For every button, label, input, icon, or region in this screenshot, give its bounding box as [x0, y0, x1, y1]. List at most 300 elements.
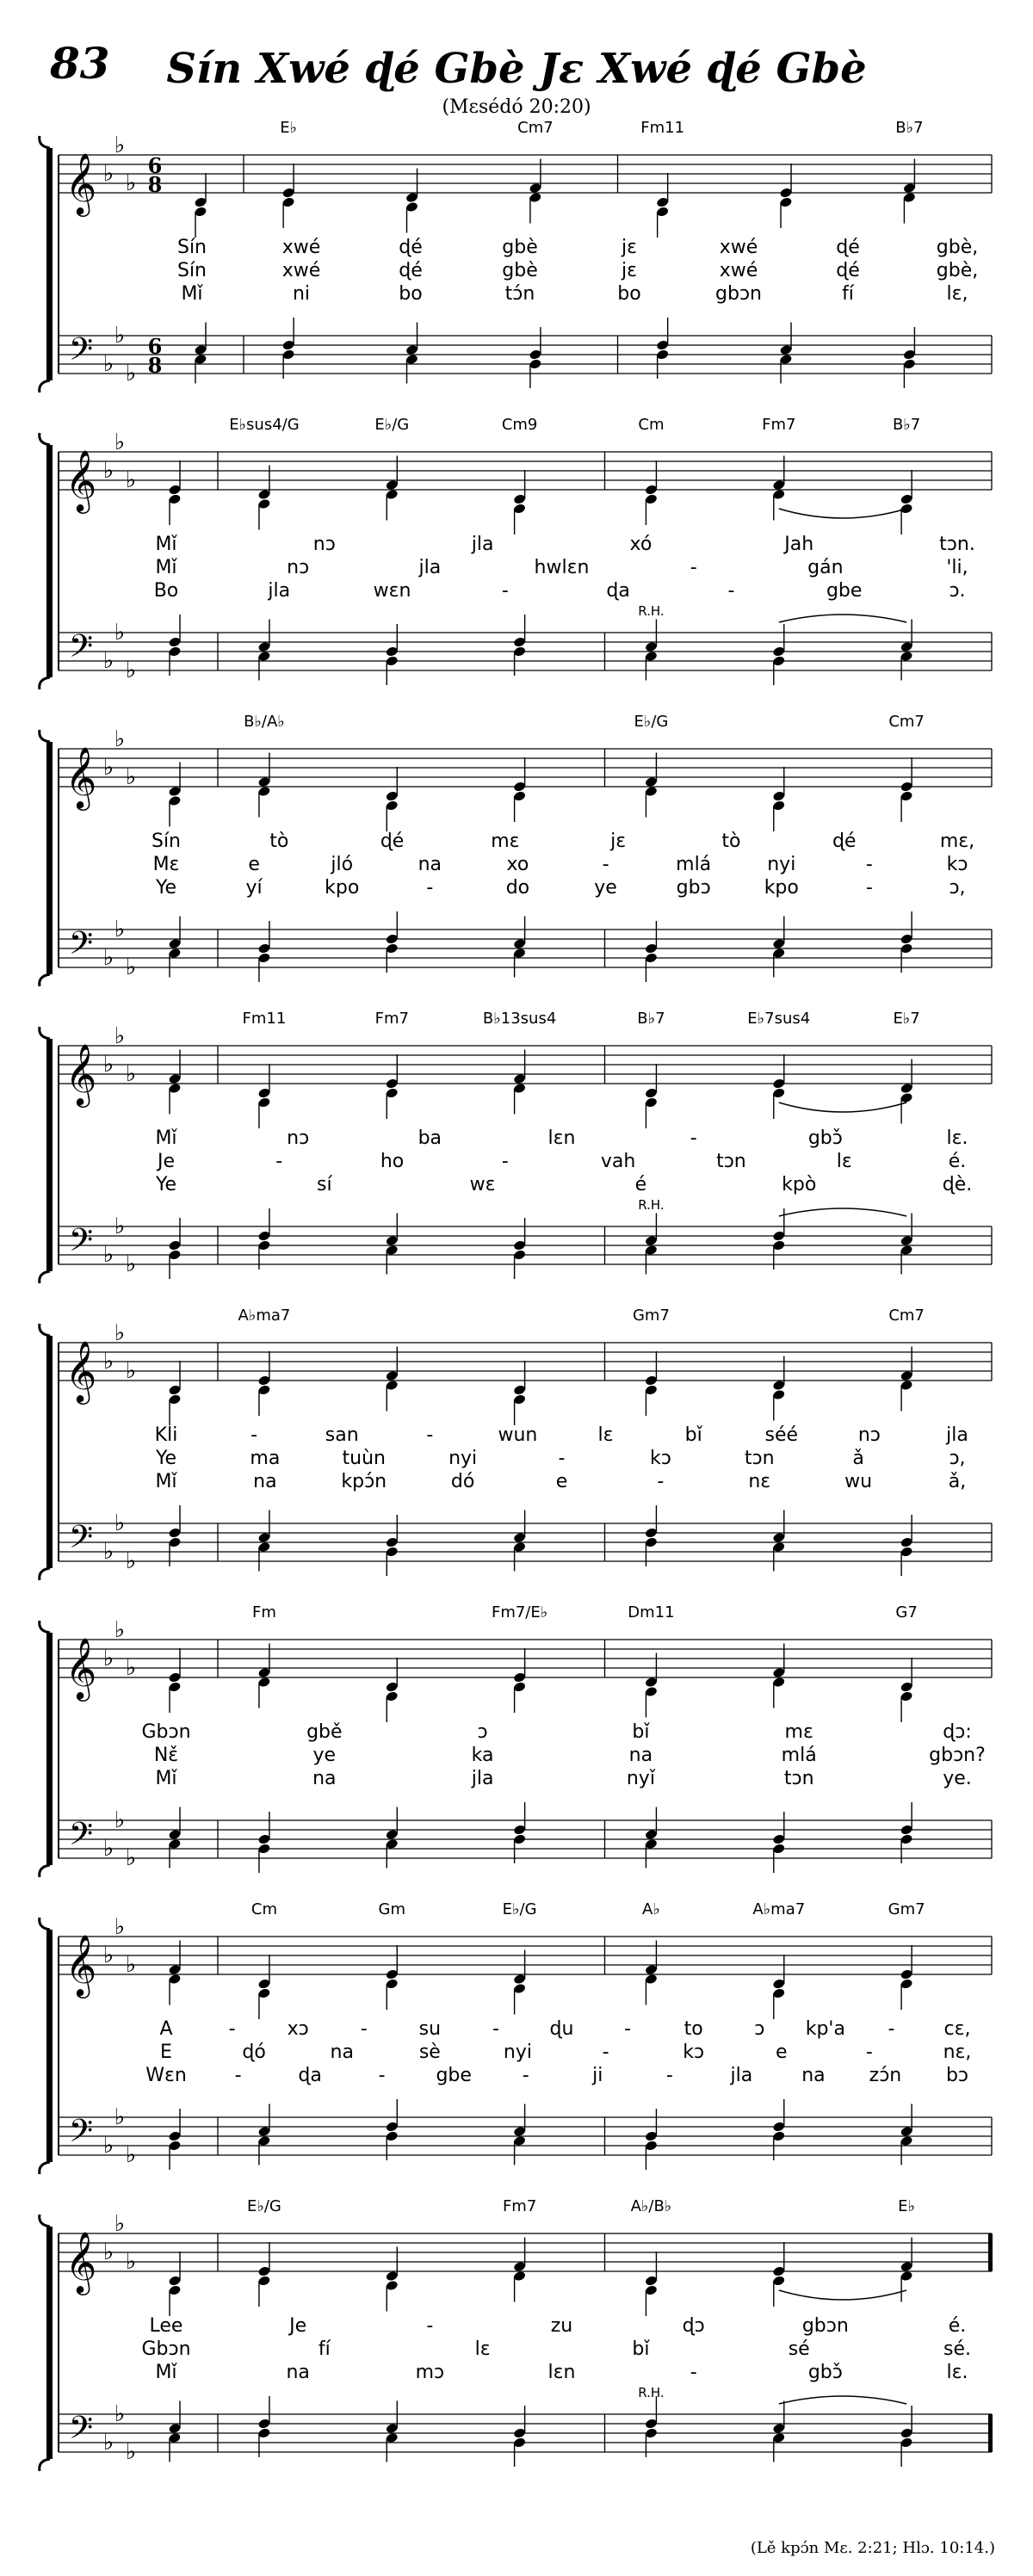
key-flat: ♭: [114, 726, 126, 753]
lyric-syllable: é.: [948, 2315, 967, 2337]
chord-symbol: Gm7: [888, 1900, 925, 1918]
chord-symbol: Fm7: [374, 1010, 409, 1028]
lyric-syllable: na: [801, 2065, 826, 2086]
lyric-hyphen: -: [275, 1151, 283, 1172]
lyric-syllable: na: [628, 1745, 653, 1766]
key-flat: ♭: [102, 1646, 114, 1672]
lyric-syllable: bɔ: [945, 2065, 969, 2086]
lyric-syllable: xó: [629, 534, 653, 555]
chord-symbol: E♭/G: [374, 416, 410, 434]
lyric-syllable: tuùn: [342, 1448, 386, 1469]
key-flat: ♭: [125, 2439, 137, 2466]
lyric-hyphen: -: [501, 1151, 509, 1172]
lyric-syllable: fí: [318, 2338, 331, 2360]
lyric-syllable: mlá: [781, 1745, 817, 1766]
lyric-syllable: lɛ,: [946, 283, 968, 305]
lyric-syllable: ɖé: [836, 237, 860, 258]
bass-clef: 𝄢: [68, 1816, 94, 1860]
chord-symbol: Dm11: [628, 1603, 675, 1622]
bracket: [46, 148, 53, 380]
chord-symbol: Cm7: [517, 119, 554, 137]
lyric-hyphen: -: [492, 2018, 499, 2040]
lyric-syllable: tɔ́n: [504, 283, 535, 305]
chord-symbol: Cm: [251, 1900, 277, 1918]
tie: [779, 1103, 906, 1112]
lyric-syllable: tɔn: [744, 1448, 775, 1469]
lyric-syllable: mɛ,: [939, 831, 975, 852]
lyric-syllable: e: [555, 1471, 568, 1492]
lyric-syllable: dó: [450, 1471, 475, 1492]
lyric-syllable: xo: [506, 854, 529, 875]
lyric-syllable: san: [325, 1424, 359, 1446]
lyric-syllable: ɖé: [380, 831, 405, 852]
lyric-syllable: lɛ: [597, 1424, 614, 1446]
lyric-syllable: kpo: [325, 877, 360, 899]
lyric-syllable: lɛ.: [946, 1127, 968, 1149]
lyric-syllable: lɛn: [547, 1127, 576, 1149]
key-flat: ♭: [125, 1251, 137, 1278]
lyric-syllable: to: [684, 2018, 703, 2040]
lyric-hyphen: -: [602, 2042, 609, 2063]
lyric-syllable: bǐ: [632, 2338, 650, 2360]
lyric-syllable: tò: [269, 831, 289, 852]
lyric-syllable: wɛn: [373, 580, 411, 602]
chord-symbol: E♭sus4/G: [229, 416, 300, 434]
lyric-hyphen: -: [690, 557, 697, 578]
lyric-syllable: ɖu: [549, 2018, 574, 2040]
bass-clef: 𝄢: [68, 2410, 94, 2454]
key-flat: ♭: [125, 1845, 137, 1872]
treble-clef: 𝄞: [65, 2230, 97, 2293]
system-4: [40, 1010, 992, 1283]
key-flat: ♭: [114, 429, 126, 456]
lyric-syllable: Mǐ: [155, 1127, 177, 1149]
key-flat: ♭: [102, 1836, 114, 1863]
lyric-syllable: Mǐ: [181, 283, 203, 305]
chord-symbol: E♭/G: [246, 2197, 281, 2215]
chord-symbol: Cm: [638, 416, 665, 434]
chord-symbol: Fm7/E♭: [491, 1603, 548, 1622]
lyric-syllable: kpɔ́n: [341, 1471, 387, 1492]
lyric-syllable: na: [286, 2362, 310, 2383]
lyric-syllable: ǎ: [852, 1448, 864, 1469]
lyric-hyphen: -: [234, 2065, 242, 2086]
key-flat: ♭: [114, 917, 126, 943]
lyric-hyphen: -: [865, 2042, 873, 2063]
bass-clef: 𝄢: [68, 331, 94, 375]
chord-symbol: Cm7: [888, 1307, 925, 1325]
lyric-syllable: ni: [292, 283, 311, 305]
key-flat: ♭: [102, 2430, 114, 2456]
key-flat: ♭: [114, 1214, 126, 1240]
lyric-syllable: nyi: [767, 854, 796, 875]
lyric-hyphen: -: [251, 1424, 258, 1446]
system-8: [40, 2197, 993, 2471]
chord-symbol: B♭7: [895, 119, 924, 137]
key-flat: ♭: [114, 323, 126, 349]
bracket: [46, 1336, 53, 1568]
lyric-hyphen: -: [690, 1127, 697, 1149]
key-flat: ♭: [125, 2142, 137, 2169]
key-flat: ♭: [125, 170, 137, 197]
key-flat: ♭: [114, 1023, 126, 1050]
key-flat: ♭: [125, 2249, 137, 2276]
time-signature-top: 6: [147, 334, 163, 359]
chord-symbol: Fm7: [762, 416, 796, 434]
tie: [779, 1208, 906, 1216]
lyric-syllable: kp'a: [805, 2018, 845, 2040]
lyric-syllable: nyi: [503, 2042, 532, 2063]
lyric-syllable: ɔ.: [949, 580, 966, 602]
system-7: [40, 1900, 992, 2174]
lyric-syllable: ɖa: [606, 580, 630, 602]
key-flat: ♭: [102, 161, 114, 188]
key-flat: ♭: [102, 351, 114, 378]
lyric-syllable: Mɛ: [152, 854, 180, 875]
treble-clef: 𝄞: [65, 1339, 97, 1402]
lyric-hyphen: -: [727, 580, 735, 602]
lyric-syllable: lɛ: [474, 2338, 491, 2360]
lyric-syllable: lɛ.: [946, 2362, 968, 2383]
bracket: [46, 445, 53, 677]
lyric-syllable: ɖé: [836, 260, 860, 281]
key-flat: ♭: [125, 1358, 137, 1385]
chord-symbol: E♭/G: [502, 1900, 537, 1918]
tie: [779, 509, 906, 518]
bass-clef: 𝄢: [68, 1222, 94, 1266]
lyric-hyphen: -: [657, 1471, 665, 1492]
lyric-hyphen: -: [426, 1424, 434, 1446]
lyric-syllable: ma: [250, 1448, 281, 1469]
lyric-syllable: wun: [498, 1424, 538, 1446]
lyric-hyphen: -: [360, 2018, 368, 2040]
lyric-syllable: Mǐ: [155, 2362, 177, 2383]
lyric-hyphen: -: [558, 1448, 566, 1469]
lyric-syllable: zɔ́n: [869, 2065, 902, 2086]
lyric-syllable: bǐ: [632, 1721, 650, 1743]
lyric-syllable: sé: [788, 2338, 810, 2360]
lyric-syllable: Gbɔn: [141, 1721, 191, 1743]
chord-symbol: E♭: [898, 2197, 916, 2215]
lyric-syllable: jló: [331, 854, 354, 875]
key-flat: ♭: [114, 620, 126, 646]
key-flat: ♭: [114, 2401, 126, 2428]
lyric-syllable: ye: [594, 877, 617, 899]
lyric-syllable: mɔ: [415, 2362, 445, 2383]
key-flat: ♭: [114, 1617, 126, 1644]
lyric-syllable: e: [248, 854, 260, 875]
lyric-syllable: é: [634, 1174, 647, 1195]
key-flat: ♭: [102, 458, 114, 485]
lyric-syllable: ho: [380, 1151, 405, 1172]
lyric-syllable: ba: [418, 1127, 442, 1149]
lyric-hyphen: -: [690, 2362, 697, 2383]
lyric-syllable: jɛ: [610, 831, 627, 852]
system-3: [40, 713, 992, 986]
lyric-syllable: nyǐ: [626, 1768, 655, 1789]
lyric-syllable: lɛ: [836, 1151, 852, 1172]
lyric-syllable: ye: [312, 1745, 337, 1766]
chord-symbol: Fm: [251, 1603, 276, 1622]
lyric-syllable: Ye: [155, 877, 177, 899]
final-barline: [988, 2414, 993, 2452]
lyric-syllable: do: [505, 877, 530, 899]
treble-clef: 𝄞: [65, 745, 97, 808]
lyric-syllable: jla: [471, 1768, 494, 1789]
key-flat: ♭: [114, 1320, 126, 1347]
hymn-subtitle: (Mɛsédó 20:20): [442, 96, 591, 118]
lyric-syllable: wu: [844, 1471, 873, 1492]
lyric-hyphen: -: [865, 854, 873, 875]
key-flat: ♭: [102, 2239, 114, 2266]
chord-symbol: Gm: [378, 1900, 406, 1918]
key-flat: ♭: [125, 361, 137, 387]
lyric-syllable: Ye: [155, 1448, 177, 1469]
key-flat: ♭: [125, 954, 137, 981]
right-hand-marking: R.H.: [638, 603, 665, 619]
bracket: [46, 1930, 53, 2162]
lyric-syllable: nɛ: [748, 1471, 771, 1492]
chord-symbol: Fm7: [502, 2197, 537, 2215]
lyric-syllable: Mǐ: [155, 557, 177, 578]
lyric-hyphen: -: [501, 580, 509, 602]
time-signature-top: 6: [147, 153, 163, 178]
lyric-syllable: wɛ: [469, 1174, 496, 1195]
lyric-syllable: ɖè.: [942, 1174, 973, 1195]
lyric-syllable: kɔ: [683, 2042, 705, 2063]
lyric-syllable: mlá: [676, 854, 712, 875]
key-flat: ♭: [125, 1061, 137, 1088]
lyric-syllable: Sín: [176, 237, 207, 258]
key-flat: ♭: [114, 133, 126, 159]
key-flat: ♭: [102, 1349, 114, 1375]
chord-symbol: Gm7: [632, 1307, 670, 1325]
chord-symbol: B♭/A♭: [244, 713, 285, 731]
lyric-syllable: tɔn: [783, 1768, 814, 1789]
lyric-syllable: xwé: [281, 260, 321, 281]
lyric-hyphen: -: [602, 854, 609, 875]
lyric-syllable: bǐ: [684, 1424, 702, 1446]
lyric-syllable: ɖa: [298, 2065, 322, 2086]
lyric-syllable: su: [418, 2018, 442, 2040]
chord-symbol: E♭/G: [634, 713, 669, 731]
lyric-syllable: ɖé: [399, 237, 423, 258]
chord-symbol: A♭/B♭: [630, 2197, 672, 2215]
key-flat: ♭: [102, 648, 114, 675]
chord-symbol: E♭7sus4: [747, 1010, 811, 1028]
key-flat: ♭: [102, 755, 114, 781]
key-flat: ♭: [114, 2211, 126, 2238]
chord-symbol: B♭7: [637, 1010, 665, 1028]
lyric-syllable: Wɛn: [145, 2065, 187, 2086]
key-flat: ♭: [125, 1548, 137, 1575]
lyric-syllable: gbɔ: [676, 877, 711, 899]
lyric-syllable: ɔ: [477, 1721, 488, 1743]
lyric-syllable: Jah: [784, 534, 814, 555]
chord-symbol: Cm7: [888, 713, 925, 731]
lyric-syllable: Mǐ: [155, 1768, 177, 1789]
lyric-syllable: mɛ: [784, 1721, 813, 1743]
lyric-syllable: jla: [730, 2065, 753, 2086]
lyric-syllable: ǎ,: [948, 1471, 967, 1492]
lyric-syllable: gbè: [502, 237, 538, 258]
lyric-syllable: gbě: [306, 1721, 343, 1743]
right-hand-marking: R.H.: [638, 1197, 665, 1213]
lyric-syllable: ɖɔ:: [943, 1721, 972, 1743]
lyric-hyphen: -: [426, 877, 434, 899]
lyric-syllable: gbɔ̌: [807, 1127, 843, 1149]
lyric-syllable: Ye: [155, 1174, 177, 1195]
chord-symbol: B♭7: [892, 416, 921, 434]
lyric-syllable: mɛ: [491, 831, 520, 852]
lyric-syllable: ɔ: [754, 2018, 765, 2040]
key-flat: ♭: [102, 1943, 114, 1969]
chord-symbol: G7: [895, 1603, 918, 1622]
chord-symbol: B♭13sus4: [482, 1010, 557, 1028]
lyric-syllable: gbè,: [936, 260, 979, 281]
lyric-syllable: nɔ: [287, 1127, 310, 1149]
lyric-syllable: kpo: [764, 877, 799, 899]
bracket: [46, 742, 53, 974]
lyric-syllable: vah: [600, 1151, 636, 1172]
lyric-syllable: jla: [268, 580, 291, 602]
lyric-syllable: xɔ: [287, 2018, 309, 2040]
lyric-syllable: nɛ,: [943, 2042, 972, 2063]
bass-clef: 𝄢: [68, 1519, 94, 1563]
lyric-syllable: Mǐ: [155, 534, 177, 555]
lyric-syllable: ɔ,: [949, 877, 966, 899]
final-barline: [988, 2233, 993, 2271]
lyric-syllable: gbɔ̌: [807, 2362, 843, 2383]
lyric-syllable: yí: [245, 877, 263, 899]
lyric-syllable: ji: [592, 2065, 603, 2086]
treble-clef: 𝄞: [65, 1933, 97, 1996]
key-flat: ♭: [102, 1242, 114, 1269]
lyric-syllable: E: [160, 2042, 172, 2063]
key-flat: ♭: [125, 658, 137, 684]
key-flat: ♭: [102, 1539, 114, 1566]
lyric-syllable: tɔn: [716, 1151, 746, 1172]
key-flat: ♭: [125, 1655, 137, 1682]
lyric-syllable: Nɛ̌: [153, 1745, 179, 1766]
lyric-syllable: tɔn.: [939, 534, 975, 555]
lyric-syllable: Lee: [149, 2315, 183, 2337]
key-flat: ♭: [125, 467, 137, 494]
lyric-syllable: jla: [471, 534, 494, 555]
chord-symbol: Fm11: [242, 1010, 287, 1028]
tie: [779, 615, 906, 622]
lyric-syllable: na: [253, 1471, 277, 1492]
lyric-syllable: ye.: [943, 1768, 972, 1789]
lyric-hyphen: -: [865, 877, 873, 899]
lyric-syllable: Sín: [151, 831, 182, 852]
lyric-syllable: sí: [317, 1174, 332, 1195]
bass-clef: 𝄢: [68, 925, 94, 969]
lyric-hyphen: -: [228, 2018, 236, 2040]
lyric-syllable: 'li,: [946, 557, 968, 578]
time-signature-bottom: 8: [147, 172, 163, 197]
lyric-syllable: gbɔn: [801, 2315, 849, 2337]
chord-symbol: Cm9: [501, 416, 538, 434]
lyric-syllable: e: [776, 2042, 788, 2063]
lyric-syllable: kɔ: [946, 854, 968, 875]
lyric-syllable: ɖé: [399, 260, 423, 281]
key-flat: ♭: [114, 1807, 126, 1834]
bracket: [46, 1633, 53, 1865]
lyric-syllable: na: [418, 854, 442, 875]
chord-symbol: A♭: [642, 1900, 660, 1918]
lyric-syllable: fí: [842, 283, 854, 305]
lyric-syllable: na: [312, 1768, 337, 1789]
lyric-syllable: sé.: [943, 2338, 971, 2360]
key-flat: ♭: [114, 1914, 126, 1941]
lyric-syllable: ɖó: [242, 2042, 266, 2063]
key-flat: ♭: [102, 1052, 114, 1078]
lyric-syllable: sè: [418, 2042, 441, 2063]
lyric-syllable: gbè,: [936, 237, 979, 258]
lyric-syllable: hwlɛn: [534, 557, 590, 578]
lyric-syllable: ɖɔ: [682, 2315, 705, 2337]
bass-clef: 𝄢: [68, 2113, 94, 2157]
lyric-syllable: nɔ: [287, 557, 310, 578]
lyric-syllable: bo: [617, 283, 641, 305]
lyric-syllable: séé: [764, 1424, 799, 1446]
lyric-syllable: lɛn: [547, 2362, 576, 2383]
key-flat: ♭: [114, 2104, 126, 2131]
lyric-syllable: jɛ: [621, 237, 638, 258]
key-flat: ♭: [114, 1510, 126, 1537]
chord-symbol: Fm11: [640, 119, 685, 137]
lyric-syllable: jɛ: [621, 260, 638, 281]
lyric-syllable: Mǐ: [155, 1471, 177, 1492]
lyric-syllable: na: [330, 2042, 354, 2063]
system-6: [40, 1603, 992, 1877]
lyric-syllable: bo: [399, 283, 423, 305]
tie: [779, 2290, 906, 2300]
lyric-hyphen: -: [522, 2065, 529, 2086]
hymn-number: 83: [50, 38, 110, 89]
system-1: [40, 119, 992, 392]
lyric-syllable: jla: [418, 557, 442, 578]
lyric-syllable: Je: [157, 1151, 176, 1172]
key-flat: ♭: [125, 764, 137, 791]
lyric-syllable: é.: [948, 1151, 967, 1172]
key-flat: ♭: [102, 2133, 114, 2159]
lyric-syllable: ɔ,: [949, 1448, 966, 1469]
bass-clef: 𝄢: [68, 628, 94, 672]
lyric-syllable: A: [159, 2018, 173, 2040]
lyric-syllable: cɛ,: [943, 2018, 971, 2040]
lyric-hyphen: -: [665, 2065, 673, 2086]
bracket: [46, 2227, 53, 2459]
treble-clef: 𝄞: [65, 1042, 97, 1105]
tie: [779, 2396, 906, 2404]
lyric-hyphen: -: [888, 2018, 895, 2040]
chord-symbol: E♭: [280, 119, 298, 137]
lyric-syllable: kpò: [782, 1174, 817, 1195]
lyric-syllable: gbɔn: [715, 283, 762, 305]
hymn-title: Sín Xwé ɖé Gbè Jɛ Xwé ɖé Gbè: [166, 45, 867, 93]
lyric-syllable: jla: [946, 1424, 968, 1446]
lyric-syllable: kɔ: [649, 1448, 671, 1469]
lyric-syllable: Kli: [154, 1424, 178, 1446]
lyric-hyphen: -: [378, 2065, 386, 2086]
lyric-syllable: Gbɔn: [141, 2338, 191, 2360]
chord-symbol: A♭ma7: [752, 1900, 806, 1918]
lyric-syllable: Bo: [153, 580, 179, 602]
lyric-syllable: tò: [721, 831, 741, 852]
lyric-syllable: nyi: [448, 1448, 478, 1469]
